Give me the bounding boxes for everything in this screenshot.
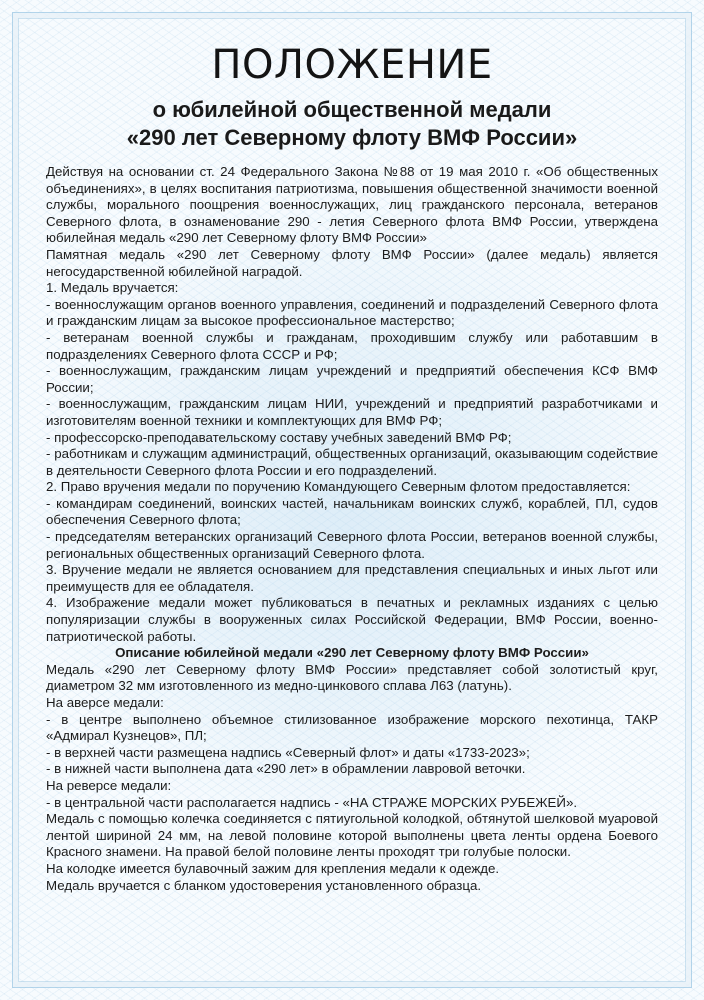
paragraph: - ветеранам военной службы и гражданам, проходившим службу или работавшим в подразделениях Северного флота СССР и РФ; (46, 329, 658, 362)
description-paragraph: Медаль «290 лет Северному флоту ВМФ России» представляет собой золотистый круг, диаметром 32 мм изготовленного из медно-цинкового сплава Л63 (латунь). (46, 661, 658, 694)
description-paragraph: - в центре выполнено объемное стилизованное изображение морского пехотинца, ТАКР «Адмирал Кузнецов», ПЛ; (46, 711, 658, 744)
description-paragraph: Медаль вручается с бланком удостоверения установленного образца. (46, 877, 482, 893)
document-subtitle (46, 96, 658, 152)
description-paragraph: - в нижней части выполнена дата «290 лет» в обрамлении лавровой веточки. (46, 761, 526, 777)
paragraph: Памятная медаль «290 лет Северному флоту ВМФ России» (далее медаль) является негосударственной юбилейной наградой. (46, 246, 658, 279)
description-paragraph: На колодке имеется булавочный зажим для крепления медали к одежде. (46, 860, 500, 876)
document-content (46, 40, 658, 894)
paragraph: - военнослужащим органов военного управления, соединений и подразделений Северного флота и гражданским лицам за высокое профессиональное мастерство; (46, 296, 658, 329)
description-paragraph: На аверсе медали: (46, 695, 164, 710)
paragraph: 4. Изображение медали может публиковаться в печатных и рекламных изданиях с целью популяризации службы в вооруженных силах Российской Федерации, ВМФ России, военно-патриотической работы. (46, 595, 658, 644)
paragraph: - председателям ветеранских организаций Северного флота России, ветеранов военной службы, региональных общественных организаций Северного флота. (46, 529, 658, 561)
paragraph: Действуя на основании ст. 24 Федерального Закона №88 от 19 мая 2010 г. «Об общественных объединениях», в целях воспитания патриотизма, повышения общественной значимости военной службы, морального поощрения военнослужащих, лиц гражданского персонала, ветеранов Северного флота, в ознаменование 290 - летия Северного флота ВМФ России, утверждена юбилейная медаль «290 лет Северному флоту ВМФ России» (46, 164, 658, 246)
paragraph: - военнослужащим, гражданским лицам учреждений и предприятий обеспечения КСФ ВМФ России; (46, 363, 658, 395)
description-heading: Описание юбилейной медали «290 лет Северному флоту ВМФ России» (115, 645, 589, 661)
description-paragraph: - в верхней части размещена надпись «Северный флот» и даты «1733-2023»; (46, 744, 530, 760)
paragraph: - военнослужащим, гражданским лицам НИИ, учреждений и предприятий разработчиками и изготовителям военной техники и комплектующих для ВМФ РФ; (46, 396, 658, 428)
document-title: ПОЛОЖЕНИЕ (211, 42, 493, 88)
paragraph: - работникам и служащим администраций, общественных организаций, оказывающим содействие в деятельности Северного флота России и его подразделений. (46, 446, 658, 478)
paragraph: 1. Медаль вручается: (46, 280, 179, 296)
subtitle-line-2: «290 лет Северному флоту ВМФ России» (126, 125, 578, 150)
description-paragraph: На реверсе медали: (46, 777, 172, 793)
paragraph: - профессорско-преподавательскому составу учебных заведений ВМФ РФ; (46, 429, 512, 445)
description-paragraph: Медаль с помощью колечка соединяется с пятиугольной колодкой, обтянутой шелковой муаровой лентой шириной 24 мм, на левой половине которой выполнены цвета ленты ордена Боевого Красного знамени. На правой белой половине ленты проходят три голубые полоски. (46, 811, 658, 860)
paragraph: 2. Право вручения медали по поручению Командующего Северным флотом предоставляется: (46, 479, 631, 495)
regulation-body (46, 164, 658, 894)
description-paragraph: - в центральной части располагается надпись - «НА СТРАЖЕ МОРСКИХ РУБЕЖЕЙ». (46, 794, 578, 810)
paragraph: - командирам соединений, воинских частей, начальникам воинских служб, кораблей, ПЛ, судов обеспечения Северного флота; (46, 495, 658, 528)
subtitle-line-1: о юбилейной общественной медали (152, 97, 552, 122)
paragraph: 3. Вручение медали не является основанием для представления специальных и иных льгот или преимуществ для ее обладателя. (46, 562, 658, 594)
